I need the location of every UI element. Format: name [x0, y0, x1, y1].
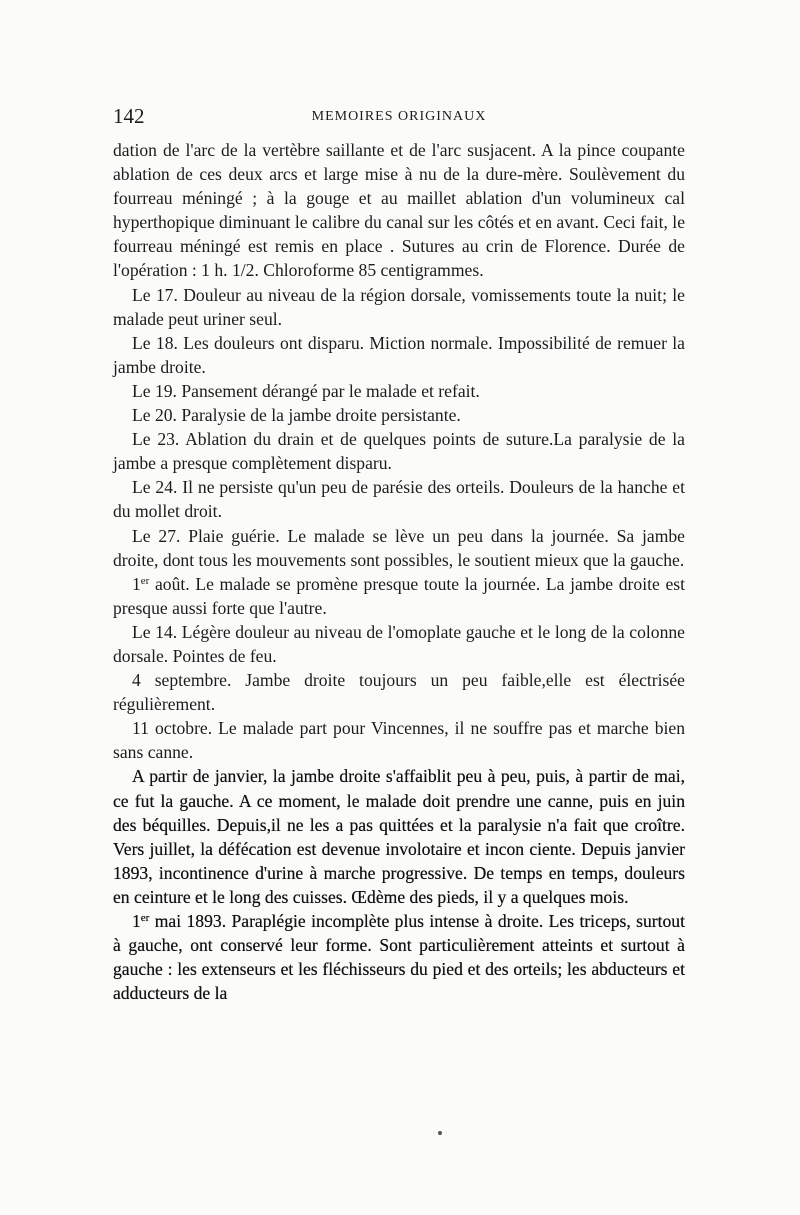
paragraph-text: août. Le malade se promène presque toute la journée. La jambe droite est presque aussi forte que l'autre. [113, 573, 685, 618]
ink-dot [438, 1131, 442, 1135]
paragraph-day-27: Le 27. Plaie guérie. Le malade se lève un peu dans la journée. Sa jambe droite, dont tous les mouvements sont possibles, le soutient mieux que la gauche. [113, 525, 685, 570]
paragraph-day-17: Le 17. Douleur au niveau de la région dorsale, vomissements toute la nuit; le malade peut uriner seul. [113, 284, 685, 329]
ordinal-suffix: er [140, 574, 150, 587]
date-number: 1 [132, 573, 141, 594]
date-number: 1 [132, 911, 141, 931]
page-number: 142 [113, 104, 145, 128]
paragraph-text: mai 1893. Paraplégie incomplète plus intense à droite. Les triceps, surtout à gauche, ont conservé leur forme. Sont particulièrement atteints et surtout à gauche : les extenseurs et les fléchisseurs du pied et des orteils; les abducteurs et adducteurs de la [113, 911, 685, 1004]
paragraph-day-20: Le 20. Paralysie de la jambe droite persistante. [132, 405, 461, 426]
paragraph-day-19: Le 19. Pansement dérangé par le malade et refait. [132, 380, 480, 401]
paragraph-day-24: Le 24. Il ne persiste qu'un peu de parésie des orteils. Douleurs de la hanche et du mollet droit. [113, 477, 685, 522]
paragraph-may-1-1893 [113, 909, 685, 1005]
paragraph-october-11: 11 octobre. Le malade part pour Vincennes, il ne souffre pas et marche bien sans canne. [113, 718, 685, 763]
paragraph-day-14: Le 14. Légère douleur au niveau de l'omoplate gauche et le long de la colonne dorsale. Pointes de feu. [113, 621, 685, 666]
paragraph-day-18: Le 18. Les douleurs ont disparu. Miction normale. Impossibilité de remuer la jambe droite. [113, 332, 685, 377]
running-head-title: MEMOIRES ORIGINAUX [311, 109, 487, 124]
paragraph-operation-continued: dation de l'arc de la vertèbre saillante et de l'arc susjacent. A la pince coupante ablation de ces deux arcs et large mise à nu de la dure-mère. Soulèvement du fourreau méningé ; à la gouge et au maillet ablation d'un volumineux cal hyperthopique diminuant le calibre du canal sur les côtés et en avant. Ceci fait, le fourreau méningé est remis en place . Sutures au crin de Florence. Durée de l'opération : 1 h. 1/2. Chloroforme 85 centigrammes. [113, 140, 685, 281]
running-head [113, 104, 685, 128]
paragraph-august-1 [113, 572, 685, 620]
ordinal-suffix: er [140, 912, 150, 924]
body-text [113, 138, 685, 1005]
paragraph-september-4: 4 septembre. Jambe droite toujours un peu faible,elle est électrisée régulièrement. [113, 670, 685, 715]
paragraph-day-23: Le 23. Ablation du drain et de quelques points de suture.La paralysie de la jambe a presque complètement disparu. [113, 429, 685, 474]
paragraph-january-onward: A partir de janvier, la jambe droite s'affaiblit peu à peu, puis, à partir de mai, ce fut la gauche. A ce moment, le malade doit prendre une canne, puis en juin des béquilles. Depuis,il ne les a pas quittées et la paralysie n'a fait que croître. Vers juillet, la défécation est devenue involotaire et incon ciente. Depuis janvier 1893, incontinence d'urine à marche progressive. De temps en temps, douleurs en ceinture et le long des cuisses. Œdème des pieds, il y a quelques mois. [113, 766, 685, 907]
